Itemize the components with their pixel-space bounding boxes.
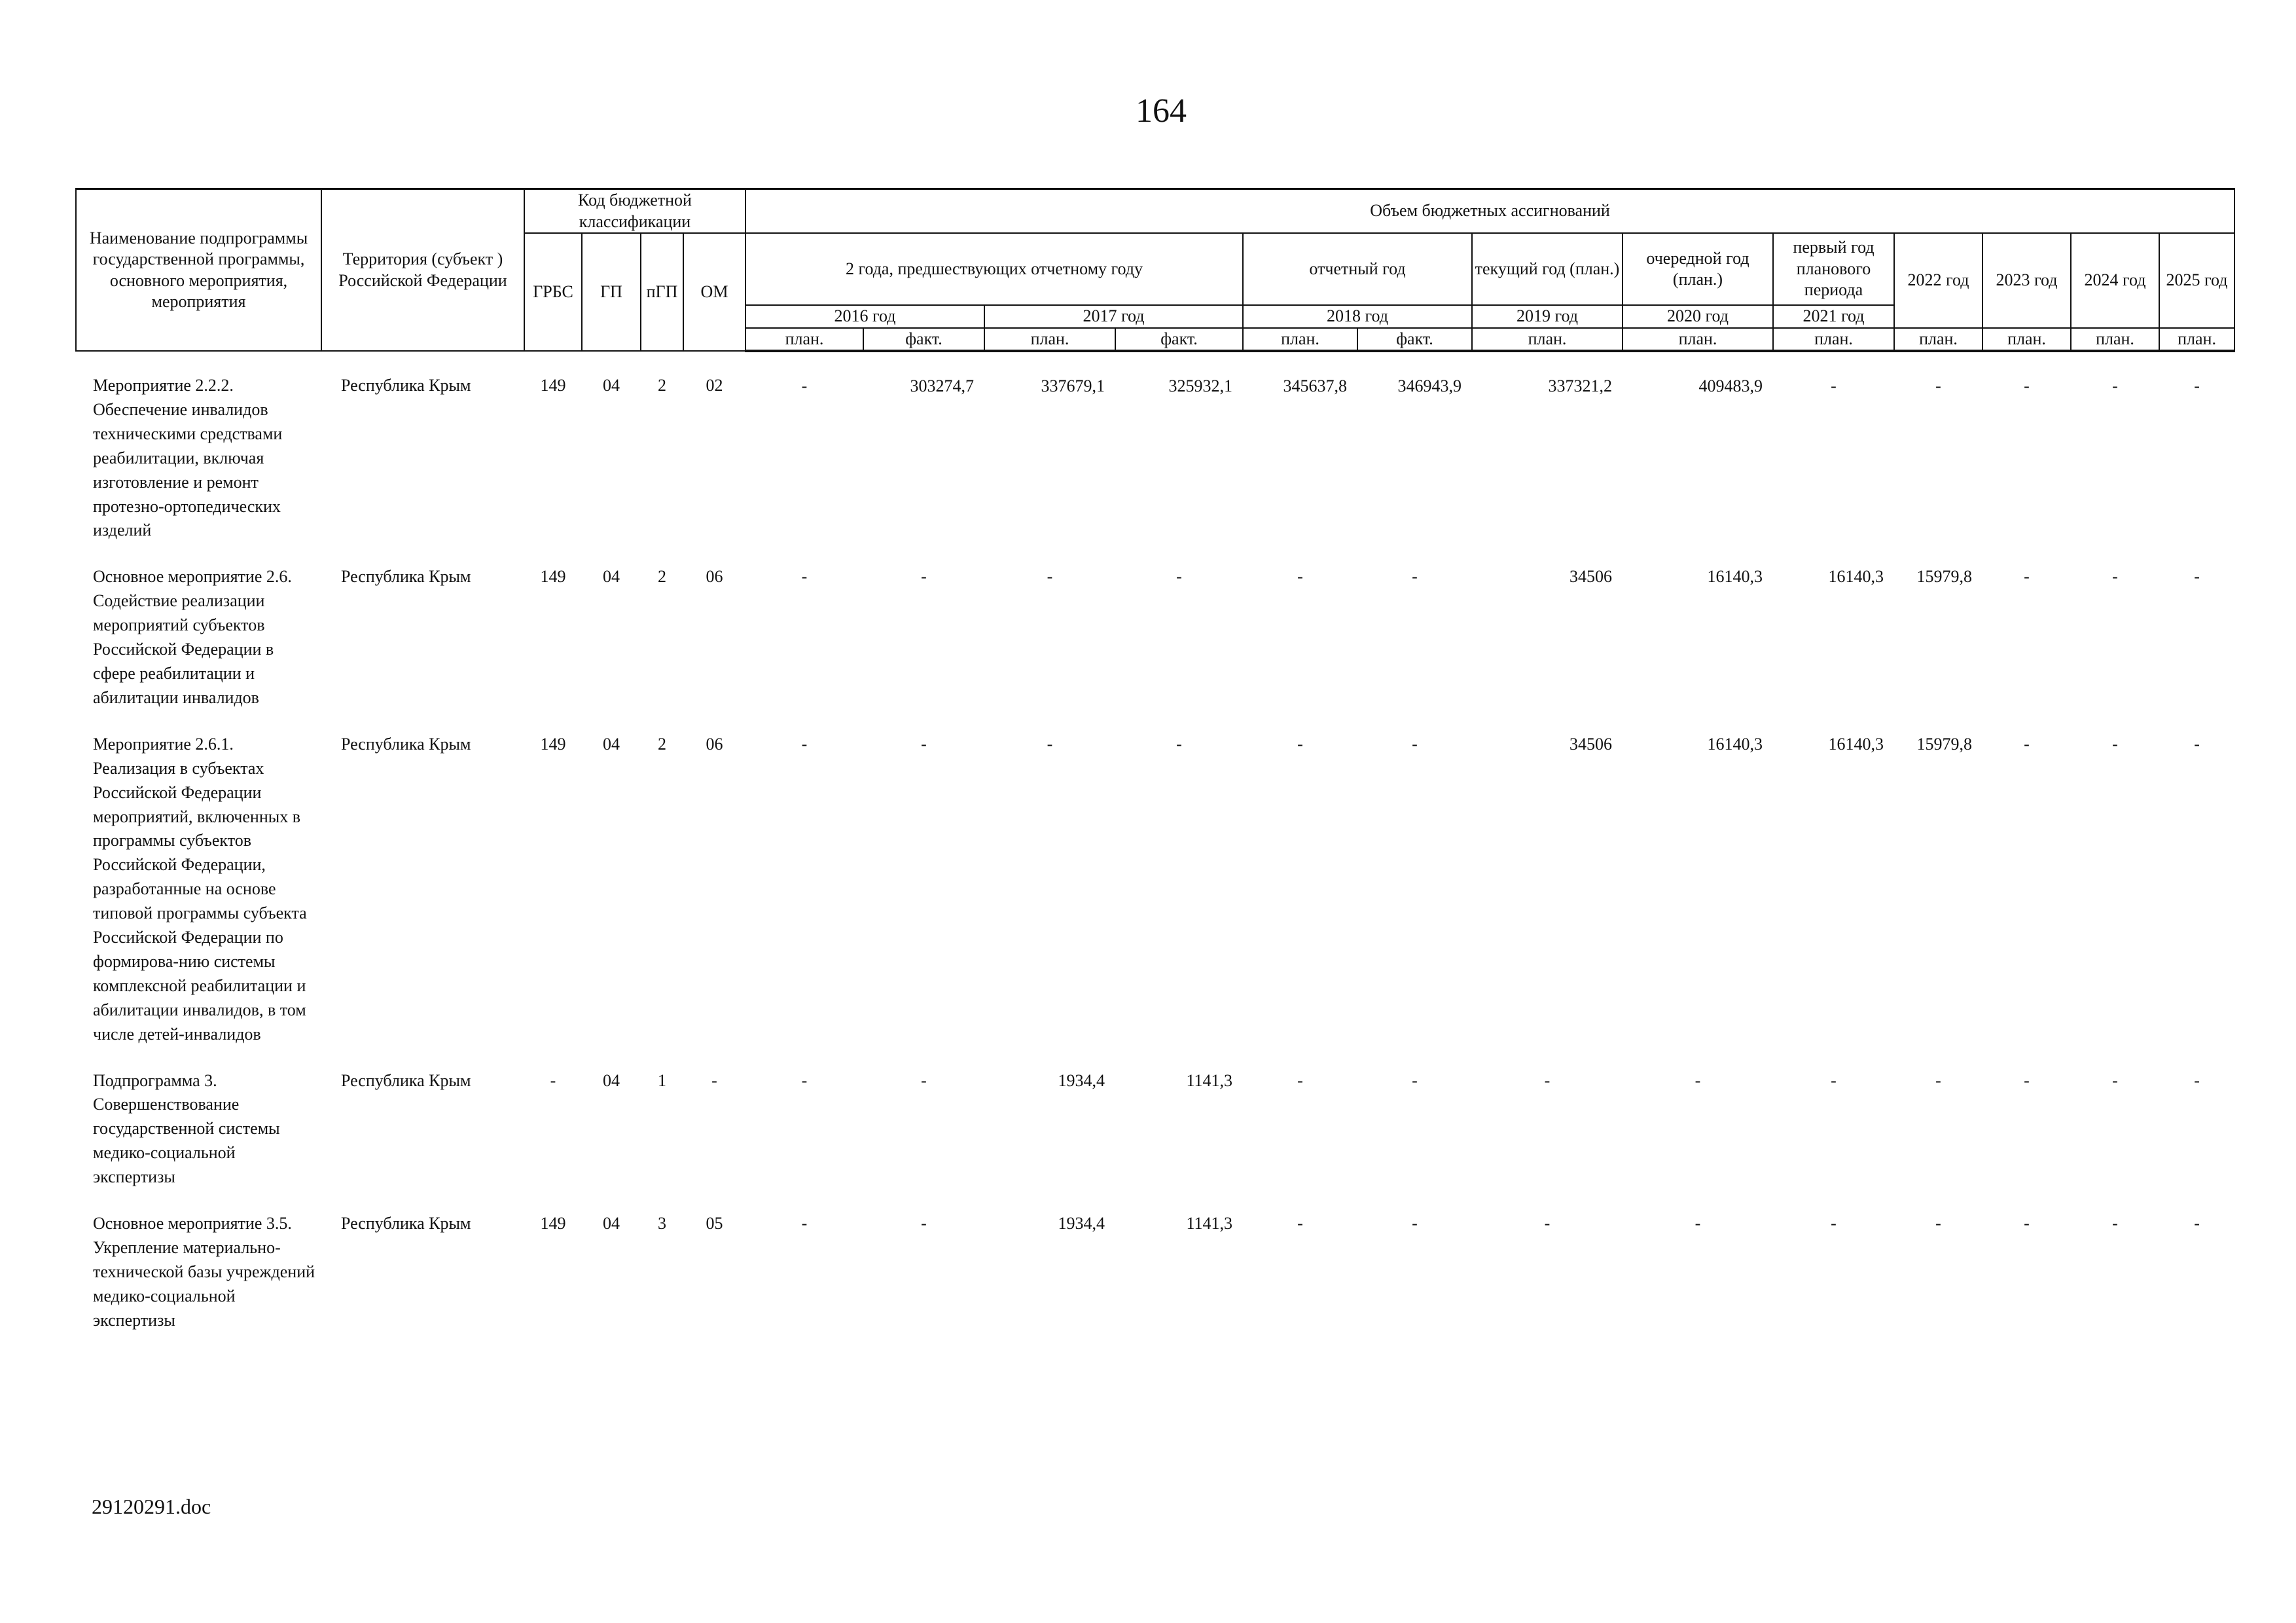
row-value-cell: 1934,4 — [1058, 1070, 1105, 1090]
row-territory: Республика Крым — [341, 376, 471, 395]
row-value-cell: - — [1297, 734, 1303, 754]
row-code-cell: 02 — [706, 376, 723, 395]
row-value-cell: 1934,4 — [1058, 1214, 1105, 1233]
row-value-cell: - — [1695, 1070, 1701, 1090]
row-value-cell: - — [1412, 1070, 1418, 1090]
header-plan: план. — [984, 328, 1115, 352]
row-value-cell: - — [1544, 1214, 1551, 1233]
row-value-cell: 1141,3 — [1186, 1214, 1232, 1233]
header-plan: план. — [1982, 328, 2071, 352]
row-territory: Республика Крым — [341, 1070, 471, 1090]
table-row — [76, 561, 2234, 728]
row-value-cell: - — [921, 1070, 927, 1090]
row-value-cell: - — [1831, 1070, 1837, 1090]
row-value-cell: - — [1297, 1214, 1303, 1233]
row-code-cell: 2 — [658, 376, 666, 395]
row-name: Основное мероприятие 3.5. Укрепление материально-технической базы учреждений медико-социальной экспертизы — [93, 1214, 315, 1330]
row-code-cell: 06 — [706, 734, 723, 754]
row-value-cell: 337321,2 — [1548, 376, 1612, 395]
row-value-cell: 16140,3 — [1828, 734, 1884, 754]
header-year-2018: 2018 год — [1243, 305, 1472, 328]
row-value-cell: - — [2024, 567, 2030, 587]
row-value-cell: - — [1544, 1070, 1551, 1090]
row-value-cell: - — [801, 1070, 808, 1090]
row-value-cell: - — [1831, 1214, 1837, 1233]
row-value-cell: - — [2194, 1214, 2200, 1233]
header-year-2016: 2016 год — [745, 305, 984, 328]
document-filename: 29120291.doc — [92, 1495, 211, 1518]
row-code-cell: 05 — [706, 1214, 723, 1233]
row-value-cell: - — [1297, 1070, 1303, 1090]
row-value-cell: - — [801, 1214, 808, 1233]
row-value-cell: 303274,7 — [910, 376, 974, 395]
row-territory: Республика Крым — [341, 734, 471, 754]
row-code-cell: 04 — [603, 1070, 620, 1090]
table-row — [76, 351, 2234, 561]
row-value-cell: - — [2024, 1070, 2030, 1090]
header-om: ОМ — [683, 233, 745, 351]
header-fact: факт. — [863, 328, 984, 352]
row-value-cell: - — [1412, 567, 1418, 587]
header-plan: план. — [1472, 328, 1623, 352]
header-plan: план. — [2159, 328, 2234, 352]
row-name: Мероприятие 2.2.2. Обеспечение инвалидов техническими средствами реабилитации, включая изготовление и ремонт протезно-ортопедических изделий — [93, 376, 283, 540]
header-gp: ГП — [582, 233, 641, 351]
table-header — [76, 189, 2234, 352]
row-value-cell: - — [2194, 376, 2200, 395]
row-value-cell: - — [2112, 1214, 2118, 1233]
header-name: Наименование подпрограммы государственной программы, основного мероприятия, мероприятия — [76, 189, 321, 352]
row-value-cell: - — [801, 376, 808, 395]
row-value-cell: 325932,1 — [1168, 376, 1232, 395]
row-value-cell: - — [1176, 567, 1182, 587]
row-value-cell: - — [1297, 567, 1303, 587]
row-value-cell: - — [801, 734, 808, 754]
table-row — [76, 729, 2234, 1065]
row-value-cell: 16140,3 — [1707, 734, 1763, 754]
row-value-cell: - — [1176, 734, 1182, 754]
row-value-cell: 15979,8 — [1916, 734, 1972, 754]
row-code-cell: 06 — [706, 567, 723, 587]
row-code-cell: 3 — [658, 1214, 666, 1233]
row-value-cell: 346943,9 — [1397, 376, 1462, 395]
row-value-cell: - — [1695, 1214, 1701, 1233]
row-value-cell: - — [2194, 567, 2200, 587]
header-code-group: Код бюджетной классификации — [524, 189, 745, 234]
header-territory: Территория (субъект ) Российской Федерации — [321, 189, 524, 352]
row-value-cell: 345637,8 — [1283, 376, 1347, 395]
row-value-cell: - — [2024, 1214, 2030, 1233]
row-name: Основное мероприятие 2.6. Содействие реализации мероприятий субъектов Российской Федерации в сфере реабилитации и абилитации инвалидов — [93, 567, 292, 707]
header-grbs: ГРБС — [524, 233, 582, 351]
row-value-cell: - — [1831, 376, 1837, 395]
row-value-cell: - — [1047, 734, 1053, 754]
header-year-2017: 2017 год — [984, 305, 1243, 328]
budget-allocation-table — [75, 188, 2235, 1351]
header-pgp: пГП — [641, 233, 683, 351]
row-value-cell: 1141,3 — [1186, 1070, 1232, 1090]
row-value-cell: - — [1047, 567, 1053, 587]
row-code-cell: 149 — [540, 1214, 566, 1233]
row-code-cell: 04 — [603, 734, 620, 754]
header-plan: план. — [1623, 328, 1773, 352]
row-code-cell: - — [550, 1070, 556, 1090]
table-row — [76, 1065, 2234, 1209]
row-code-cell: 04 — [603, 376, 620, 395]
row-value-cell: - — [2194, 1070, 2200, 1090]
row-value-cell: 409483,9 — [1698, 376, 1763, 395]
row-value-cell: - — [2112, 734, 2118, 754]
row-value-cell: - — [1935, 376, 1941, 395]
header-2023: 2023 год — [1982, 233, 2071, 328]
row-value-cell: - — [1935, 1214, 1941, 1233]
row-value-cell: - — [2024, 376, 2030, 395]
row-name: Подпрограмма 3. Совершенствование государственной системы медико-социальной экспертизы — [93, 1070, 280, 1187]
row-value-cell: 337679,1 — [1041, 376, 1105, 395]
row-value-cell: - — [1935, 1070, 1941, 1090]
row-value-cell: - — [2112, 1070, 2118, 1090]
row-value-cell: - — [2112, 567, 2118, 587]
row-territory: Республика Крым — [341, 567, 471, 587]
row-value-cell: - — [921, 567, 927, 587]
header-fact: факт. — [1115, 328, 1243, 352]
header-2022: 2022 год — [1894, 233, 1982, 328]
header-plan: план. — [745, 328, 863, 352]
page-number: 164 — [1136, 92, 1187, 130]
row-value-cell: - — [2194, 734, 2200, 754]
row-code-cell: 149 — [540, 567, 566, 587]
row-code-cell: 149 — [540, 376, 566, 395]
row-value-cell: - — [2024, 734, 2030, 754]
row-value-cell: - — [1412, 1214, 1418, 1233]
row-value-cell: 15979,8 — [1916, 567, 1972, 587]
row-name: Мероприятие 2.6.1. Реализация в субъектах Российской Федерации мероприятий, включенных в программы субъектов Российской Федерации, разработанные на основе типовой программы субъекта Российской Федерации по формирова-нию системы комплексной реабилитации и абилитации инвалидов, в том числе детей-инвалидов — [93, 734, 307, 1044]
row-code-cell: 149 — [540, 734, 566, 754]
header-2024: 2024 год — [2071, 233, 2159, 328]
row-code-cell: 04 — [603, 567, 620, 587]
header-first-plan-year: первый год планового периода — [1773, 233, 1894, 305]
header-fact: факт. — [1357, 328, 1472, 352]
row-territory: Республика Крым — [341, 1214, 471, 1233]
row-code-cell: - — [711, 1070, 717, 1090]
row-code-cell: 2 — [658, 734, 666, 754]
row-value-cell: - — [2112, 376, 2118, 395]
row-code-cell: 1 — [658, 1070, 666, 1090]
header-2025: 2025 год — [2159, 233, 2234, 328]
row-value-cell: - — [1412, 734, 1418, 754]
header-plan: план. — [1894, 328, 1982, 352]
header-current-year: текущий год (план.) — [1472, 233, 1623, 305]
header-next-year: очередной год (план.) — [1623, 233, 1773, 305]
table-body — [76, 351, 2234, 1351]
row-code-cell: 2 — [658, 567, 666, 587]
header-plan: план. — [1773, 328, 1894, 352]
row-value-cell: - — [921, 1214, 927, 1233]
row-value-cell: 34506 — [1570, 734, 1612, 754]
row-value-cell: - — [921, 734, 927, 754]
header-volume-group: Объем бюджетных ассигнований — [745, 189, 2234, 234]
row-value-cell: 16140,3 — [1707, 567, 1763, 587]
header-year-2019: 2019 год — [1472, 305, 1623, 328]
table-row — [76, 1208, 2234, 1351]
header-report-year: отчетный год — [1243, 233, 1472, 305]
row-code-cell: 04 — [603, 1214, 620, 1233]
header-prev-years: 2 года, предшествующих отчетному году — [745, 233, 1243, 305]
row-value-cell: 34506 — [1570, 567, 1612, 587]
row-value-cell: - — [801, 567, 808, 587]
header-year-2020: 2020 год — [1623, 305, 1773, 328]
header-year-2021: 2021 год — [1773, 305, 1894, 328]
header-plan: план. — [1243, 328, 1357, 352]
header-plan: план. — [2071, 328, 2159, 352]
row-value-cell: 16140,3 — [1828, 567, 1884, 587]
